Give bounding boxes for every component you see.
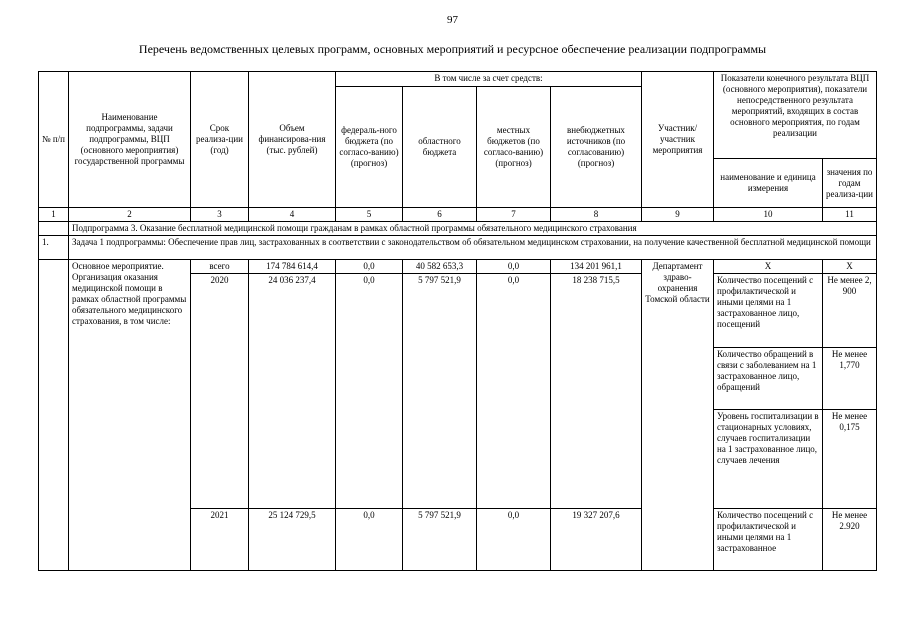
- regional-total: 40 582 653,3: [403, 260, 477, 274]
- col-number: 7: [477, 208, 551, 222]
- col-number: 10: [714, 208, 823, 222]
- term-total: всего: [191, 260, 249, 274]
- volume-total: 174 784 614,4: [249, 260, 336, 274]
- header-including: В том числе за счет средств:: [336, 72, 642, 87]
- header-indicators: Показатели конечного результата ВЦП (основного мероприятия), показатели непосредственного результата мероприятий, входящих в состав основного мероприятия, по годам реализации: [714, 72, 877, 159]
- col-number: 2: [69, 208, 191, 222]
- volume-2021: 25 124 729,5: [249, 509, 336, 571]
- indicator-value: Не менее 1,770: [823, 348, 877, 410]
- header-ind-name: наименование и единица измерения: [714, 159, 823, 208]
- document-title: Перечень ведомственных целевых программ, основных мероприятий и ресурсное обеспечение реализации подпрограммы: [138, 42, 767, 56]
- term-2020: 2020: [191, 274, 249, 509]
- program-table: [38, 71, 877, 571]
- regional-2021: 5 797 521,9: [403, 509, 477, 571]
- col-number: 11: [823, 208, 877, 222]
- indicator-value: Не менее 0,175: [823, 410, 877, 509]
- header-volume: Объем финансирова-ния (тыс. рублей): [249, 72, 336, 208]
- local-2021: 0,0: [477, 509, 551, 571]
- header-name: Наименование подпрограммы, задачи подпрограммы, ВЦП (основного мероприятия) государственной программы: [69, 72, 191, 208]
- federal-2020: 0,0: [336, 274, 403, 509]
- main-activity: Основное мероприятие. Организация оказания медицинской помощи в рамках областной программы обязательного медицинского страхования, в том числе:: [69, 260, 191, 571]
- extra-2021: 19 327 207,6: [551, 509, 642, 571]
- header-term: Срок реализа-ции (год): [191, 72, 249, 208]
- regional-2020: 5 797 521,9: [403, 274, 477, 509]
- header-extra: внебюджетных источников (по согласованию) (прогноз): [551, 87, 642, 208]
- col-number: 8: [551, 208, 642, 222]
- indicator-value: Не менее 2.920: [823, 509, 877, 571]
- ind-value-total: Х: [823, 260, 877, 274]
- federal-2021: 0,0: [336, 509, 403, 571]
- header-regional: областного бюджета: [403, 87, 477, 208]
- subprogram-row: [39, 222, 877, 236]
- local-2020: 0,0: [477, 274, 551, 509]
- indicator-value: Не менее 2, 900: [823, 274, 877, 348]
- ind-name-total: Х: [714, 260, 823, 274]
- task-number: 1.: [39, 236, 69, 260]
- subprogram-title: Подпрограмма 3. Оказание бесплатной медицинской помощи гражданам в рамках областной программы обязательного медицинского страхования: [69, 222, 877, 236]
- col-number: 4: [249, 208, 336, 222]
- participant: Департамент здраво-охранения Томской области: [642, 260, 714, 571]
- column-numbers-row: [39, 208, 877, 222]
- page-number: 97: [447, 14, 458, 26]
- extra-2020: 18 238 715,5: [551, 274, 642, 509]
- col-number: 6: [403, 208, 477, 222]
- header-local: местных бюджетов (по согласо-ванию) (прогноз): [477, 87, 551, 208]
- header-num: № п/п: [39, 72, 69, 208]
- volume-2020: 24 036 237,4: [249, 274, 336, 509]
- total-row: [39, 260, 877, 274]
- local-total: 0,0: [477, 260, 551, 274]
- header-federal: федераль-ного бюджета (по согласо-ванию) (прогноз): [336, 87, 403, 208]
- task-text: Задача 1 подпрограммы: Обеспечение прав лиц, застрахованных в соответствии с законодательством об обязательном медицинском страховании, на получение качественной бесплатной медицинской помощи: [69, 236, 877, 260]
- indicator-name: Количество посещений с профилактической и иными целями на 1 застрахованное: [714, 509, 823, 571]
- indicator-name: Количество обращений в связи с заболеванием на 1 застрахованное лицо, обращений: [714, 348, 823, 410]
- indicator-name: Уровень госпитализации в стационарных условиях, случаев госпитализации на 1 застрахованное лицо, случаев лечения: [714, 410, 823, 509]
- col-number: 1: [39, 208, 69, 222]
- header-participant: Участник/ участник мероприятия: [642, 72, 714, 208]
- indicator-name: Количество посещений с профилактической и иными целями на 1 застрахованное лицо, посещений: [714, 274, 823, 348]
- col-number: 5: [336, 208, 403, 222]
- extra-total: 134 201 961,1: [551, 260, 642, 274]
- task-row: [39, 236, 877, 260]
- federal-total: 0,0: [336, 260, 403, 274]
- col-number: 3: [191, 208, 249, 222]
- col-number: 9: [642, 208, 714, 222]
- header-ind-values: значения по годам реализа-ции: [823, 159, 877, 208]
- term-2021: 2021: [191, 509, 249, 571]
